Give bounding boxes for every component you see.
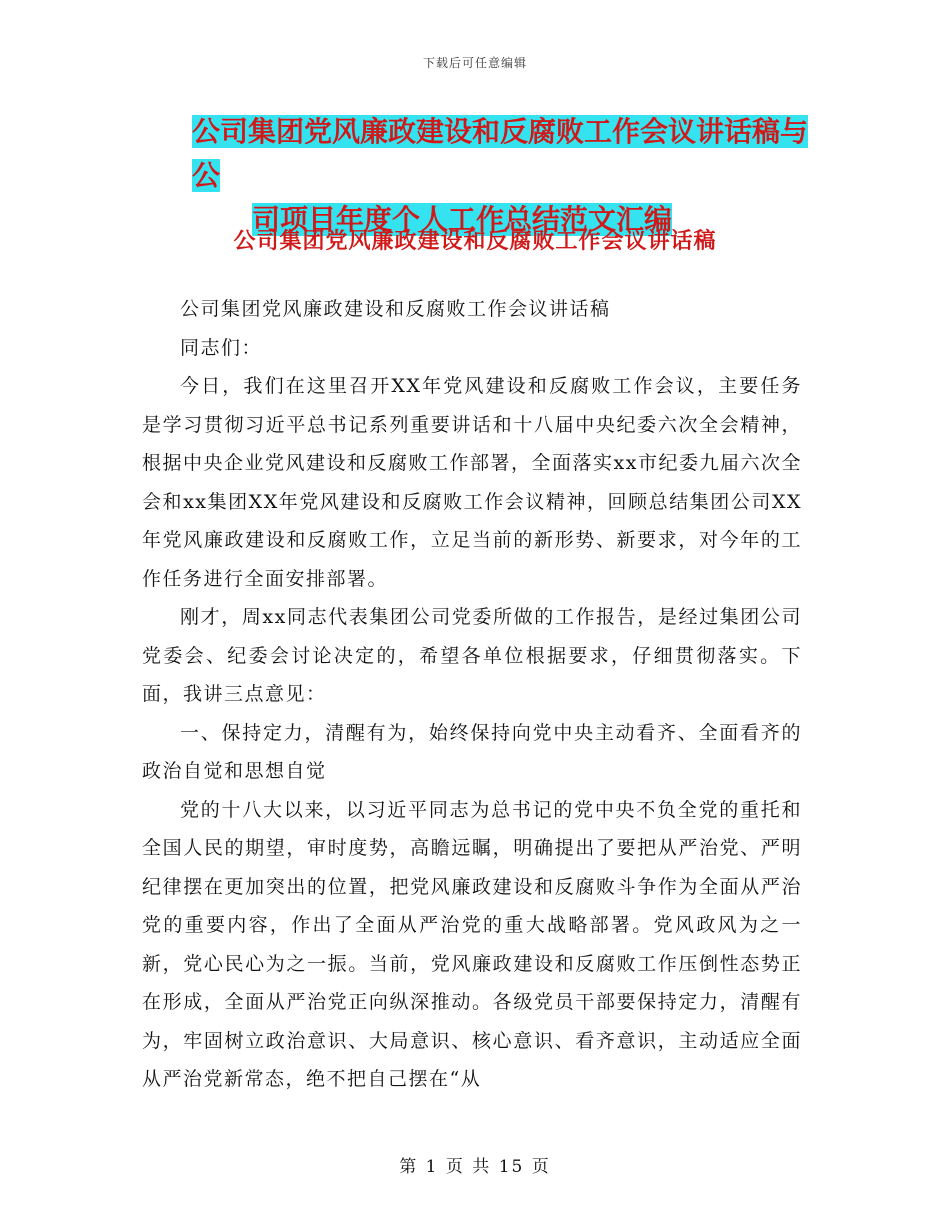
body-paragraph: 党的十八大以来，以习近平同志为总书记的党中央不负全党的重托和全国人民的期望，审时度势，高瞻远瞩，明确提出了要把从严治党、严明纪律摆在更加突出的位置，把党风廉政建设和反腐败斗争作为全面从严治党的重要内容，作出了全面从严治党的重大战略部署。党风政风为之一新，党心民心为之一振。当前，党风廉政建设和反腐败工作压倒性态势正在形成，全面从严治党正向纵深推动。各级党员干部要保持定力，清醒有为，牢固树立政治意识、大局意识、核心意识、看齐意识，主动适应全面从严治党新常态，绝不把自己摆在“从 xyxy=(142,798,802,1090)
body-paragraph: 同志们： xyxy=(180,336,263,359)
main-title-line-1 xyxy=(140,110,820,198)
title-highlight: 司项目年度个人工作总结范文汇编 xyxy=(252,203,673,236)
body-paragraph: 一、保持定力，清醒有为，始终保持向党中央主动看齐、全面看齐的政治自觉和思想自觉 xyxy=(142,721,802,782)
body-paragraph: 刚才，周xx同志代表集团公司党委所做的工作报告，是经过集团公司党委会、纪委会讨论决定的，希望各单位根据要求，仔细贯彻落实。下面，我讲三点意见： xyxy=(142,606,802,705)
document-main-title xyxy=(140,110,820,242)
body-paragraph: 公司集团党风廉政建设和反腐败工作会议讲话稿 xyxy=(180,298,611,320)
title-highlight: 公司集团党风廉政建设和反腐败工作会议讲话稿与公 xyxy=(192,115,809,192)
section-title: 公司集团党风廉政建设和反腐败工作会议讲话稿 xyxy=(233,228,717,254)
page-header-note: 下载后可任意编辑 xyxy=(422,56,527,70)
body-paragraph: 今日，我们在这里召开XX年党风建设和反腐败工作会议，主要任务是学习贯彻习近平总书记系列重要讲话和十八届中央纪委六次全会精神，根据中央企业党风建设和反腐败工作部署，全面落实xx市纪委九届六次全会和xx集团XX年党风建设和反腐败工作会议精神，回顾总结集团公司XX年党风廉政建设和反腐败工作，立足当前的新形势、新要求，对今年的工作任务进行全面安排部署。 xyxy=(142,375,802,590)
document-body xyxy=(142,290,802,1099)
page-number-footer: 第 1 页 共 15 页 xyxy=(399,1157,551,1177)
